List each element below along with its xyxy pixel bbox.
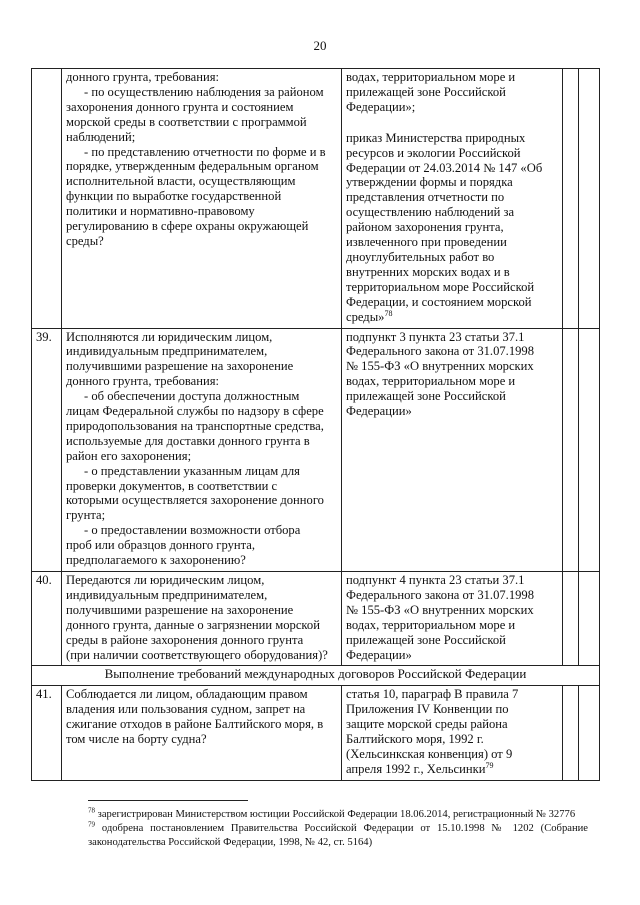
reference-cell [342,572,563,666]
question-line: предполагаемого к захоронению? [66,553,246,568]
question-line: захоронения донного грунта и состоянием [66,99,294,114]
reference-line: Федерации» [346,404,412,419]
answer-cell-a [563,686,579,780]
question-line: том числе на борту судна? [66,732,207,747]
reference-line: подпункт 3 пункта 23 статьи 37.1 [346,329,525,344]
reference-line: извлеченного при проведении [346,235,507,250]
reference-line-text: среды» [346,309,385,324]
footnote-78 [88,808,588,822]
table-row [32,328,600,572]
reference-line: ресурсов и экологии Российской [346,145,521,160]
footnote-text: одобрена постановлением Правительства Российской Федерации от 15.10.1998 № 1202 (Собрание законодательства Российской Федерации, 1998, № 42, ст. 5164) [88,823,588,848]
question-line: проб или образцов донного грунта, [66,538,256,553]
row-number: 40. [32,572,62,666]
footnote-ref: 78 [384,308,393,318]
question-line: - о представлении указанным лицам для [84,463,300,478]
answer-cell-b [579,572,600,666]
answer-cell-a [563,328,579,572]
reference-line: Балтийского моря, 1992 г. [346,732,484,747]
table-row [32,69,600,329]
reference-line: (Хельсинкская конвенция) от 9 [346,746,513,761]
question-line: - о предоставлении возможности отбора [84,523,301,538]
question-line: индивидуальным предпринимателем, [66,344,268,359]
reference-line: водах, территориальном море и [346,70,516,84]
reference-line [346,310,558,325]
question-line: сжигание отходов в районе Балтийского моря, в [66,717,324,732]
answer-cell-a [563,572,579,666]
footnote-mark: 78 [88,806,95,815]
question-line: регулированию в сфере охраны окружающей [66,219,309,234]
question-line: индивидуальным предпринимателем, [66,587,268,602]
question-line: используемые для доставки донного грунта в [66,433,310,448]
row-number [32,69,62,329]
reference-line: подпункт 4 пункта 23 статьи 37.1 [346,573,525,587]
question-line: донного грунта, данные о загрязнении морской [66,617,320,632]
question-line: получившими разрешение на захоронение [66,602,294,617]
footnote-text: зарегистрирован Министерством юстиции Российской Федерации 18.06.2014, регистрационный № 32776 [97,809,576,820]
reference-line: защите морской среды района [346,717,508,732]
reference-line: районом захоронения грунта, [346,220,504,235]
reference-line: представления отчетности по [346,190,505,205]
question-line: - по представлению отчетности по форме и в [84,144,326,159]
question-line: - по осуществлению наблюдения за районом [84,84,324,99]
reference-line: Федерального закона от 31.07.1998 [346,344,535,359]
question-cell [62,69,342,329]
question-line: получившими разрешение на захоронение [66,359,294,374]
table-row [32,572,600,666]
section-title: Выполнение требований международных договоров Российской Федерации [32,666,600,686]
footnote-79 [88,822,588,850]
question-line: грунта; [66,508,106,523]
reference-line: Федерации от 24.03.2014 № 147 «Об [346,160,543,175]
reference-cell [342,686,563,780]
question-line: порядке, утвержденным федеральным органом [66,159,319,174]
answer-cell-a [563,69,579,329]
reference-line-text: апреля 1992 г., Хельсинки [346,761,486,776]
reference-line: внутренних морских водах и в [346,264,510,279]
reference-cell [342,69,563,329]
question-line: морской среды в соответствии с программой [66,114,307,129]
question-line: Исполняются ли юридическим лицом, [66,329,273,344]
answer-cell-b [579,328,600,572]
reference-line [346,762,558,777]
answer-cell-b [579,686,600,780]
question-cell [62,328,342,572]
question-line: среды? [66,233,104,248]
footnote-divider [88,800,248,801]
question-line: донного грунта, требования: [66,374,220,389]
reference-line: № 155-ФЗ «О внутренних морских [346,359,534,374]
page-number: 20 [313,38,327,53]
reference-line: № 155-ФЗ «О внутренних морских [346,602,534,617]
question-line: владения или пользования судном, запрет на [66,702,306,717]
question-line: лицам Федеральной службы по надзору в сфере [66,404,324,419]
question-line: функции по выработке государственной [66,189,282,204]
reference-line: статья 10, параграф В правила 7 [346,687,519,702]
reference-line: приказ Министерства природных [346,130,526,145]
reference-line: водах, территориальном море и [346,374,516,389]
question-line: район его захоронения; [66,448,192,463]
footnote-ref: 79 [485,760,494,770]
answer-cell-b [579,69,600,329]
reference-line: утверждении формы и порядка [346,175,513,190]
requirements-table [31,68,600,781]
reference-line: Приложения IV Конвенции по [346,702,509,717]
question-line: (при наличии соответствующего оборудования)? [66,647,328,662]
section-row [32,666,600,686]
reference-line: водах, территориальном море и [346,617,516,632]
row-number: 39. [32,328,62,572]
row-number: 41. [32,686,62,780]
table-row [32,686,600,780]
question-line: политики и нормативно-правовому [66,204,255,219]
question-cell [62,572,342,666]
question-line: проверки документов, в соответствии с [66,478,278,493]
footnotes [88,808,588,850]
question-line: Передаются ли юридическим лицом, [66,573,265,587]
question-line: которыми осуществляется захоронение донного [66,493,324,508]
footnote-mark: 79 [88,820,95,829]
question-line: среды в районе захоронения донного грунта [66,632,304,647]
reference-line: прилежащей зоне Российской [346,84,506,99]
reference-line: Федерального закона от 31.07.1998 [346,587,535,602]
reference-line: осуществлению наблюдений за [346,205,515,220]
reference-line: прилежащей зоне Российской [346,632,506,647]
question-line: природопользования на транспортные средства, [66,418,324,433]
reference-line: прилежащей зоне Российской [346,389,506,404]
question-line: Соблюдается ли лицом, обладающим правом [66,687,308,702]
reference-line: территориальном море Российской [346,279,535,294]
question-line: донного грунта, требования: [66,70,220,84]
reference-line: Федерации, и состоянием морской [346,294,532,309]
reference-cell [342,328,563,572]
question-line: исполнительной власти, осуществляющим [66,174,296,189]
reference-line: Федерации»; [346,99,416,114]
reference-line: Федерации» [346,647,412,662]
reference-line: дноуглубительных работ во [346,249,495,264]
question-line: наблюдений; [66,129,136,144]
question-cell [62,686,342,780]
question-line: - об обеспечении доступа должностным [84,389,300,404]
